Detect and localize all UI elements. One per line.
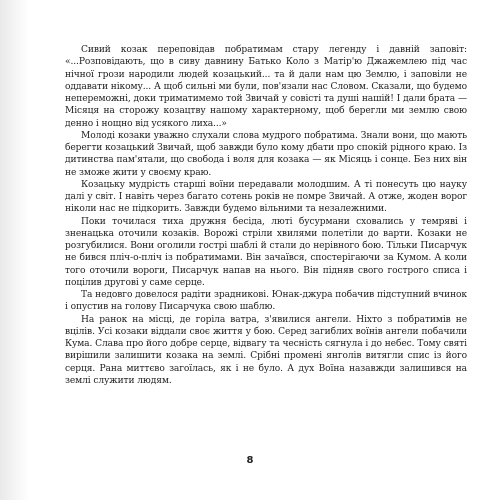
page-gutter-shadow [0, 0, 30, 500]
paragraph-3: Козацьку мудрість старші воїни передавали молодшим. А ті понесуть цю науку далі у світ. І навіть через багато сотень років не помре Звичай. А отже, жоден ворог ніколи нас не підкорить. Завжди будемо вільними та незалежними. [65, 179, 467, 215]
paragraph-2: Молоді козаки уважно слухали слова мудрого побратима. Знали вони, що мають берегти козацький Звичай, щоб завжди було кому дбати про спокій рідного краю. Із дитинства пам'ятали, що свобода і воля для козака — як Місяць і сонце. Без них він не зможе жити у своєму краю. [65, 130, 467, 178]
paragraph-6: На ранок на місці, де горіла ватра, з'явилися ангели. Ніхто з побратимів не вцілів. Усі козаки віддали своє життя у бою. Серед загиблих воїнів ангели побачили Кума. Слава про його добре серце, відвагу та чесність сягнула і до небес. Тому святі вирішили залишити козака на землі. Срібні промені янголів витягли спис із його серця. Рана миттєво загоїлась, як і не було. А дух Воїна назавжди залишився на землі служити людям. [65, 314, 467, 386]
page-number: 8 [246, 455, 254, 466]
paragraph-1: Сивий козак переповідав побратимам стару легенду і давній заповіт: «...Розповідають, що в сиву давнину Батько Коло з Матір'ю Джажемлею під час нічної грози народили людей козацький... та й дали нам цю Землю, і заповіли не оддавати нікому... А щоб сильні ми були, пов'язали нас Словом. Сказали, що будемо непереможні, доки триматимемо той Звичай у совісті та душі нашій! І дали брата — Місяця на сторожу козацтву нашому характерному, щоб берегли ми землю свою денно і нощно від усякого лиха...» [65, 45, 467, 129]
story-text [65, 44, 467, 387]
paragraph-4: Поки точилася тиха дружня бесіда, люті бусурмани сховались у темряві і зненацька оточили козаків. Ворожі стріли хвилями полетіли до варти. Козаки не розгубилися. Вони оголили гострі шаблі й стали до нерівного бою. Тільки Писарчук не бився пліч-о-пліч із побратимами. Він зачаївся, спостерігаючи за Кумом. А коли того оточили вороги, Писарчук напав на нього. Він підняв свого гострого списа і поцілив другові у саме серце. [65, 216, 467, 288]
paragraph-5: Та недовго довелося радіти зрадникові. Юнак-джура побачив підступний вчинок і опустив на голову Писарчука свою шаблю. [65, 290, 467, 313]
